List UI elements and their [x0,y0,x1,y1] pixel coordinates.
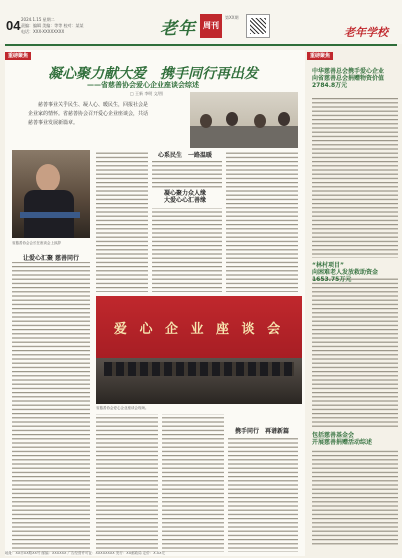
banner-text: 爱 心 企 业 座 谈 会 [113,322,285,337]
left-subhead: 让爱心汇聚 慈善同行 [22,255,80,262]
date-line: 2024.1.15 星期二 [21,17,55,22]
group-caption: 省慈善协会爱心企业座谈会现场。 [96,406,149,410]
sidebar-item-1-title: 中华慈善总会携手爱心企业 向省慈善总会捐赠物资价值2784.8万元 [312,68,385,89]
speaker-caption: 省慈善协会会长在座谈会上致辞 [12,241,61,245]
weekly-sub: 第XX期 [225,15,239,20]
subheadline: ——省慈善协会爱心企业座谈会综述 [87,81,199,89]
headline: 凝心聚力献大爱 携手同行再出发 [48,66,258,82]
phone-line: 电话：XXX-XXXXXXXX [21,29,65,34]
weekly-badge: 周刊 [200,14,222,38]
mid-subhead: 凝心聚力众人缘 大爱心心汇善缘 [163,190,206,204]
page-number: 04 [6,18,21,33]
section-head-2: 携手同行 再谱新篇 [234,428,289,435]
side-section-tag: 重磅聚焦 [307,52,333,60]
section-title: 老年学校 [344,26,388,39]
lead-paragraph: 慈善事业关乎民生、凝人心、暖民生，回报社会是企业家的情怀。省慈善协会召开爱心企业座谈会，共话慈善事业发展新篇章。 [28,102,149,126]
paper-logo: 老年 [160,19,196,39]
sidebar-item-2-title: “林村项目” 向困难老人发放救助资金1653.75万元 [312,262,379,283]
byline: □ 王新 李明 文/图 [130,91,163,96]
section-head-1: 心系民生 一路温暖 [157,152,212,159]
edit-line: 责编：编辑 美编：等等 校对：某某 [21,23,84,28]
main-section-tag: 重磅聚焦 [5,52,31,60]
footer: 地址：XX市XX路XX号 邮编：XXXXXX 广告经营许可证：XXXXXXXX 发行：XX邮政局 定价：X.XX元 [5,551,166,555]
sidebar-item-3-title: 包括慈善基金会 开展慈善捐赠活动综述 [312,432,373,446]
